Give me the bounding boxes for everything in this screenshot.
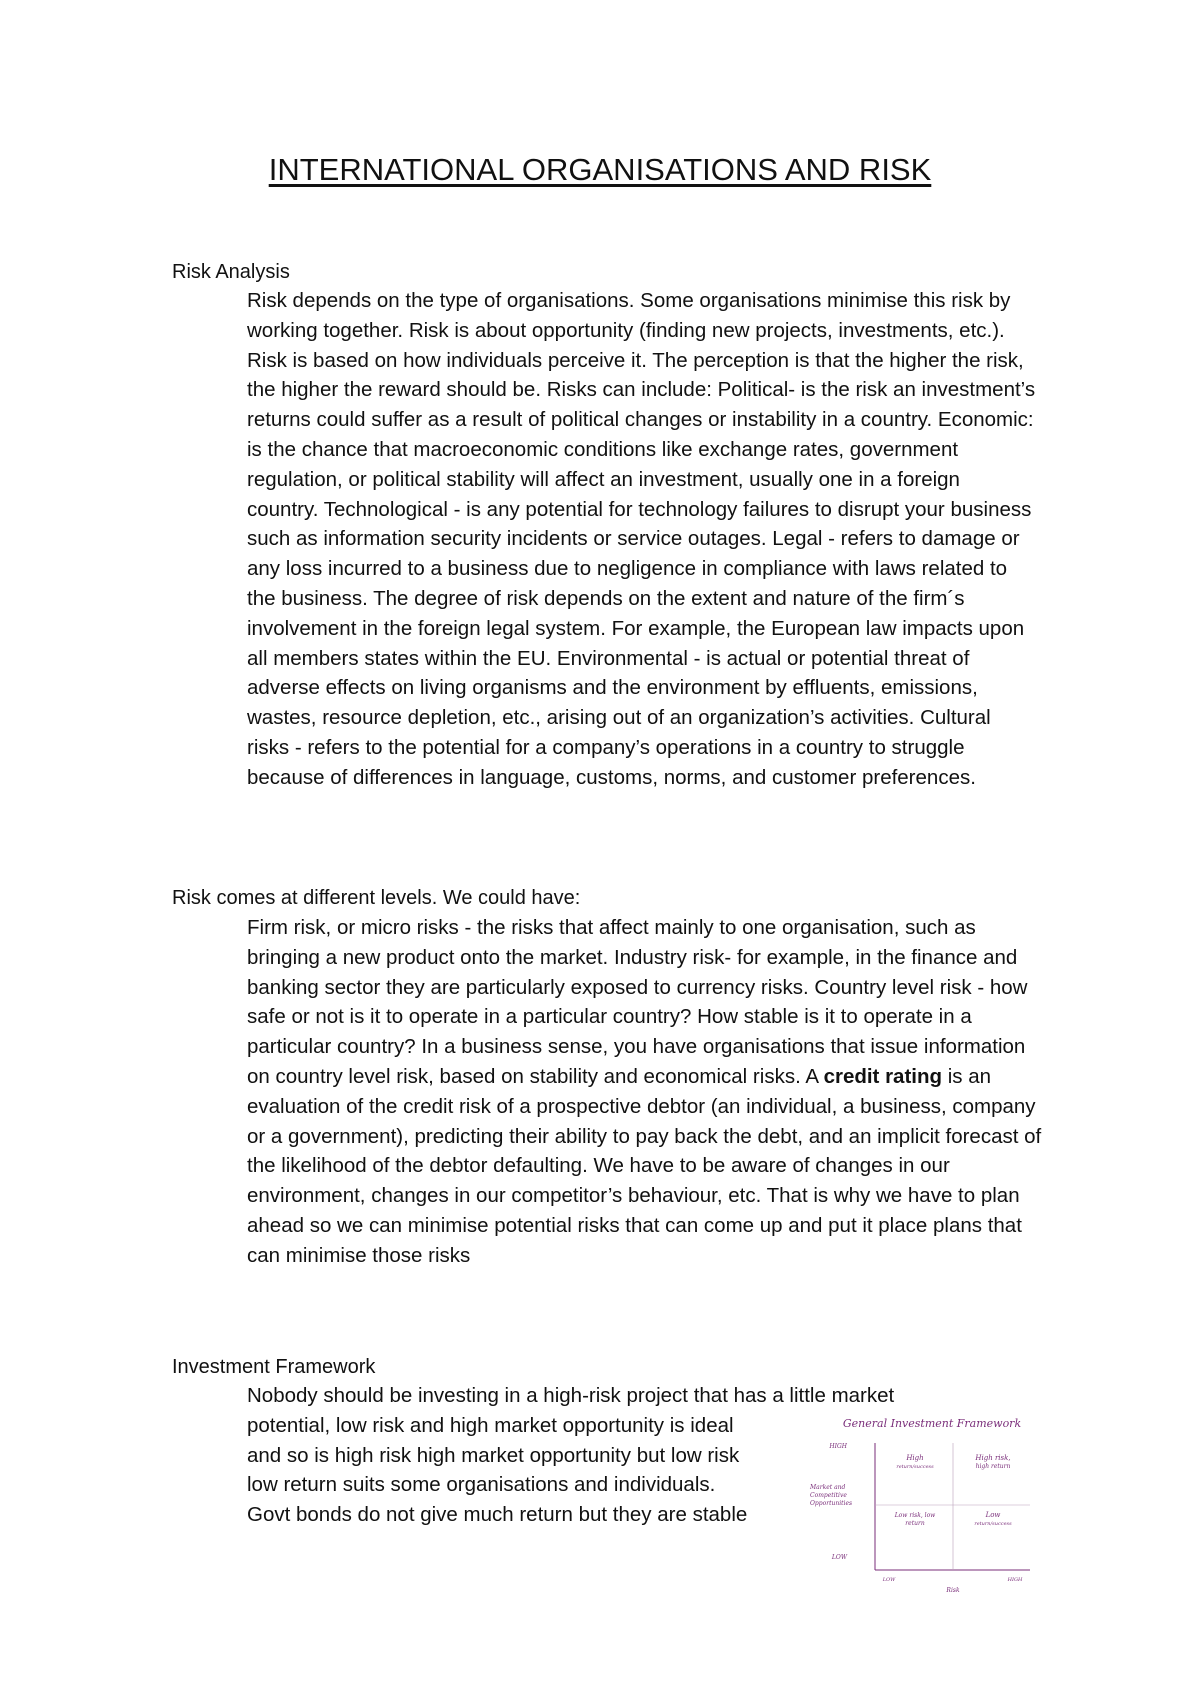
framework-y-label-line: Competitive [810, 1492, 847, 1499]
page-title: INTERNATIONAL ORGANISATIONS AND RISK [268, 152, 932, 187]
framework-y-low: LOW [831, 1554, 847, 1561]
investment-line: and so is high risk high market opportunity but low risk [247, 1443, 740, 1467]
framework-x-high: HIGH [1007, 1577, 1023, 1583]
risk-levels-text-start: Firm risk, or micro risks - the risks that affect mainly to one organisation, such as bringing a new product onto the market. Industry risk- for example, in the finance and banking sector they are particularly exposed to currency risks. Country level risk - how safe or not is it to operate in a particular country? How stable is it to operate in a particular country? In a business sense, you have organisations that issue information on country level risk, based on stability and economical risks. A [247, 916, 1028, 1088]
framework-y-high: HIGH [829, 1443, 847, 1450]
framework-x-label: Risk [946, 1587, 960, 1594]
risk-levels-text-end: is an evaluation of the credit risk of a prospective debtor (an individual, a business, company or a government), predicting their ability to pay back the debt, and an implicit forecast of the likelihood of the debtor defaulting. We have to be aware of changes in our environment, changes in our competitor’s behaviour, etc. That is why we have to plan ahead so we can minimise potential risks that can come up and put it place plans that can minimise those risks [247, 1064, 1042, 1267]
investment-line: Nobody should be investing in a high-risk project that has a little market [247, 1384, 895, 1407]
risk-levels-paragraph [247, 913, 1047, 1271]
framework-diagram [805, 1415, 1035, 1595]
quadrant-top-left: High [906, 1454, 924, 1462]
quadrant-top-right: High risk, [975, 1454, 1011, 1462]
section-heading-investment-framework: Investment Framework [172, 1356, 376, 1378]
section-heading-risk-analysis: Risk Analysis [172, 261, 290, 283]
framework-x-low: LOW [882, 1577, 896, 1583]
investment-line: low return suits some organisations and individuals. [247, 1473, 716, 1497]
framework-y-label-line: Market and [810, 1484, 846, 1491]
framework-title: General Investment Framework [842, 1417, 1022, 1430]
risk-analysis-paragraph [247, 286, 1037, 793]
investment-line: Govt bonds do not give much return but they are stable [247, 1503, 748, 1527]
risk-analysis-text: Risk depends on the type of organisations. Some organisations minimise this risk by working together. Risk is about opportunity (finding new projects, investments, etc.). Risk is based on how individuals perceive it. The perception is that the higher the risk, the higher the reward should be. Risks can include: Political- is the risk an investment’s returns could suffer as a result of political changes or instability in a country. Economic: is the chance that macroeconomic conditions like exchange rates, government regulation, or political stability will affect an investment, usually one in a foreign country. Technological - is any potential for technology failures to disrupt your business such as information security incidents or service outages. Legal - refers to damage or any loss incurred to a business due to negligence in compliance with laws related to the business. The degree of risk depends on the extent and nature of the firm´s involvement in the foreign legal system. For example, the European law impacts upon all members states within the EU. Environmental - is actual or potential threat of adverse effects on living organisms and the environment by effluents, emissions, wastes, resource depletion, etc., arising out of an organization’s activities. Cultural risks - refers to the potential for a company’s operations in a country to struggle because of differences in language, customs, norms, and customer preferences. [247, 289, 1036, 789]
quadrant-top-right: high return [975, 1463, 1011, 1470]
quadrant-top-left: return/success [896, 1464, 934, 1470]
quadrant-bottom-left: return [905, 1520, 925, 1527]
investment-framework-figure [805, 1415, 1035, 1595]
framework-y-label-line: Opportunities [810, 1500, 853, 1507]
section-heading-risk-levels: Risk comes at different levels. We could have: [172, 887, 581, 909]
quadrant-bottom-right: return/success [974, 1521, 1012, 1527]
investment-line: potential, low risk and high market opportunity is ideal [247, 1413, 734, 1437]
credit-rating-term: credit rating [823, 1064, 943, 1088]
quadrant-bottom-right: Low [985, 1511, 1001, 1519]
quadrant-bottom-left: Low risk, low [894, 1512, 936, 1519]
investment-framework-text [247, 1381, 894, 1530]
